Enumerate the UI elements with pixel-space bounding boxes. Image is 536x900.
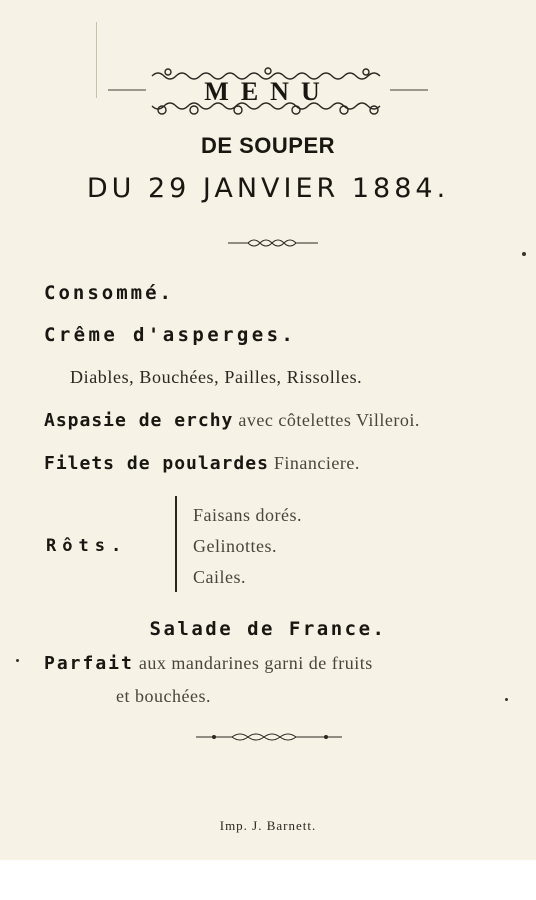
speck (505, 698, 508, 701)
menu-subtitle: DE SOUPER (200, 133, 336, 158)
roast-item: Gelinottes. (193, 536, 277, 556)
course-hors-doeuvres: Diables, Bouchées, Pailles, Rissolles. (70, 367, 363, 387)
course-dessert: Parfait aux mandarines garni de fruits (44, 653, 373, 674)
roast-item: Cailes. (193, 567, 246, 587)
roast-item: Faisans dorés. (193, 505, 302, 525)
menu-title-ornament (108, 62, 428, 118)
fold-mark (96, 22, 97, 98)
menu-title: MENU (204, 77, 332, 106)
page-margin (0, 860, 536, 900)
course-salad: Salade de France. (149, 618, 387, 640)
roasts-brace (175, 496, 177, 592)
roasts-label: Rôts. (46, 536, 128, 556)
speck (522, 252, 526, 256)
menu-date: DU 29 JANVIER 1884. (86, 173, 450, 204)
speck (16, 659, 19, 662)
printer-imprint: Imp. J. Barnett. (219, 818, 317, 833)
course-filets: Filets de poulardes Financiere. (44, 453, 360, 474)
flourish-top (0, 236, 536, 250)
course-consomme: Consommé. (44, 282, 174, 304)
course-aspasie: Aspasie de erchy avec côtelettes Villeroi. (44, 410, 420, 431)
course-dessert-line2: et bouchées. (116, 686, 211, 706)
course-creme: Crême d'asperges. (44, 324, 297, 346)
flourish-bottom (0, 730, 536, 744)
